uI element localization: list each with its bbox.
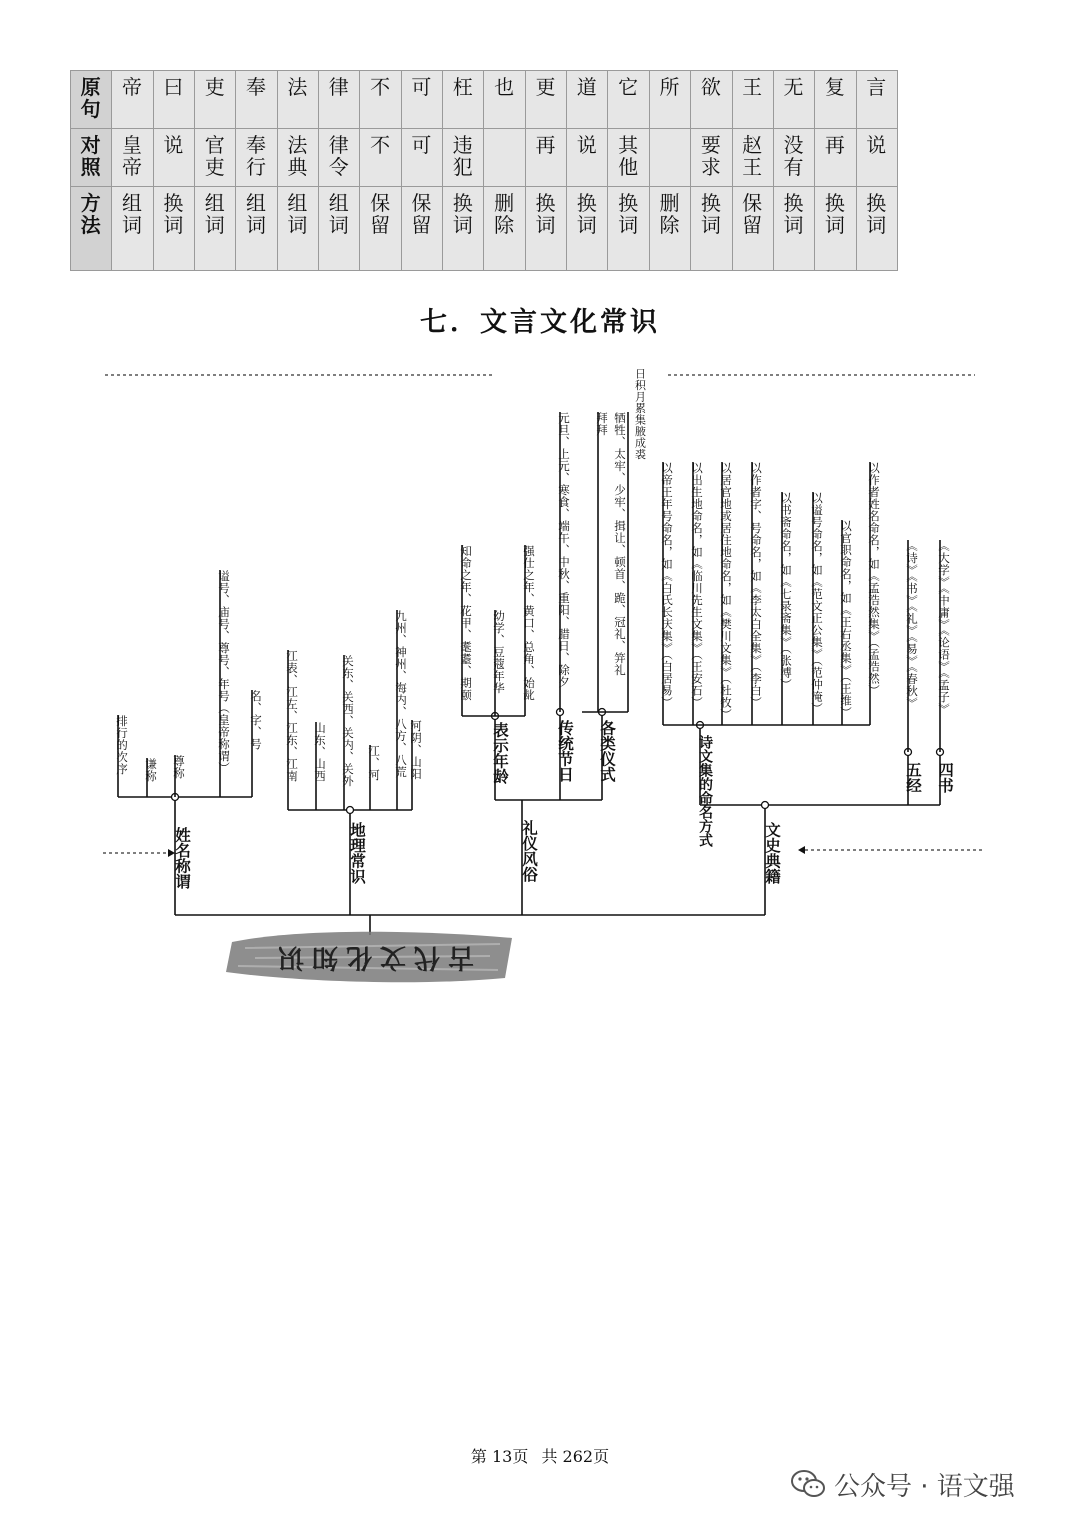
arrow-head <box>798 846 805 854</box>
table-cell: 说 <box>153 129 194 187</box>
leaf-shandong: 山东、山西 <box>313 722 327 782</box>
table-cell: 更 <box>525 71 566 129</box>
page-number: 第 13页 <box>470 1447 529 1466</box>
table-cell: 官吏 <box>195 129 236 187</box>
table-cell: 删除 <box>484 187 525 271</box>
table-cell: 道 <box>567 71 608 129</box>
leaf-naming-7: 以官职命名，如《王右丞集》（王维） <box>839 520 853 719</box>
table-cell: 言 <box>856 71 897 129</box>
leaf-festival: 元旦、上元、寒食、端午、中秋、重阳、腊日、除夕 <box>557 412 571 688</box>
table-cell: 复 <box>815 71 856 129</box>
leaf-name-style: 名、字、号 <box>249 690 263 750</box>
leaf-posthumous: 谥号、庙号、尊号、年号（皇帝称谓） <box>217 570 231 774</box>
table-cell: 换词 <box>567 187 608 271</box>
leaf-heyin: 河阴、山阳 <box>409 720 423 780</box>
leaf-age-2: 幼学、豆蔻年华 <box>492 610 506 694</box>
watermark-text: 公众号 · 语文强 <box>834 1471 1015 1502</box>
table-cell: 删除 <box>649 187 690 271</box>
section-title: 七．文言文化常识 <box>420 307 660 338</box>
leaf-bai: 拜拜 <box>595 412 609 436</box>
branch-classics: 文史典籍 <box>763 822 781 884</box>
table-cell: 所 <box>649 71 690 129</box>
table-cell: 枉 <box>443 71 484 129</box>
table-cell: 换词 <box>773 187 814 271</box>
root-banner <box>226 932 512 983</box>
table-cell: 保留 <box>401 187 442 271</box>
table-cell: 律 <box>319 71 360 129</box>
table-cell: 换词 <box>608 187 649 271</box>
leaf-honorific: 尊称 <box>172 755 186 779</box>
table-cell: 换词 <box>856 187 897 271</box>
table-cell: 帝 <box>112 71 153 129</box>
leaf-four-books: 《大学》《中庸》《论语》《孟子》 <box>937 540 951 715</box>
table-cell: 它 <box>608 71 649 129</box>
table-cell: 王 <box>732 71 773 129</box>
table-cell: 可 <box>401 71 442 129</box>
leaf-five-classics: 《诗》《书》《礼》《易》《春秋》 <box>905 540 919 709</box>
table-cell: 赵王 <box>732 129 773 187</box>
junction-dot <box>347 807 354 814</box>
table-cell: 换词 <box>691 187 732 271</box>
table-cell: 没有 <box>773 129 814 187</box>
table-cell: 也 <box>484 71 525 129</box>
leaf-age-3: 强仕之年、黄口、总角、始龀 <box>522 545 536 701</box>
sub-festival: 传统节日 <box>556 720 574 782</box>
table-cell: 要求 <box>691 129 732 187</box>
branch-name-titles: 姓名称谓 <box>173 827 191 889</box>
table-cell: 皇帝 <box>112 129 153 187</box>
table-cell: 其他 <box>608 129 649 187</box>
trunk-line <box>175 915 765 935</box>
row-header: 原句 <box>71 71 112 129</box>
table-cell: 再 <box>525 129 566 187</box>
leaf-rank-order: 排行的次序 <box>115 715 129 775</box>
leaf-sacrifice: 牺牲、太牢、少牢、揖让、顿首、跪、冠礼、笄礼 <box>613 412 627 676</box>
table-cell: 说 <box>567 129 608 187</box>
table-cell: 不 <box>360 129 401 187</box>
leaf-guandong: 关东、关西、关内、关外 <box>341 655 355 787</box>
table-cell: 再 <box>815 129 856 187</box>
table-cell: 换词 <box>153 187 194 271</box>
sub-age: 表示年龄 <box>491 722 509 784</box>
leaf-naming-2: 以出生地命名，如《临川先生文集》（王安石） <box>690 462 704 709</box>
table-cell: 换词 <box>815 187 856 271</box>
row-header: 对照 <box>71 129 112 187</box>
leaf-naming-1: 以帝王年号命名，如《白氏长庆集》（白居易） <box>660 462 674 709</box>
sub-lines <box>495 712 602 800</box>
table-cell: 换词 <box>525 187 566 271</box>
sub-four-books: 四书 <box>936 762 954 793</box>
leaf-humble: 谦称 <box>144 758 158 782</box>
table-cell: 换词 <box>443 187 484 271</box>
branch-geography: 地理常识 <box>348 822 366 884</box>
junction-dot <box>762 802 769 809</box>
table-cell: 无 <box>773 71 814 129</box>
row-header: 方法 <box>71 187 112 271</box>
root-title: 古代文化知识 <box>269 942 475 972</box>
table-cell: 不 <box>360 71 401 129</box>
leaf-naming-6: 以谥号命名，如《范文正公集》（范仲淹） <box>810 492 824 715</box>
table-cell: 组词 <box>277 187 318 271</box>
leaf-naming-4: 以作者字、号命名，如《李太白全集》（李白） <box>749 462 763 709</box>
table-cell: 曰 <box>153 71 194 129</box>
proverb-label: 日积月累集腋成裘 <box>633 368 647 460</box>
table-cell: 保留 <box>732 187 773 271</box>
wechat-icon <box>790 1469 826 1499</box>
table-cell: 奉行 <box>236 129 277 187</box>
leaf-jiuzhou: 九州、神州、海内、八方、八荒 <box>394 610 408 778</box>
table-cell: 吏 <box>195 71 236 129</box>
table-cell: 组词 <box>319 187 360 271</box>
leaf-age-1: 知命之年、花甲、耄耋、期颐 <box>459 545 473 701</box>
page-total: 共 262页 <box>541 1447 610 1466</box>
sub-five-classics: 五经 <box>904 762 922 793</box>
leaf-naming-3: 以居官地或居住地命名，如《樊川文集》（杜牧） <box>719 462 733 721</box>
table-cell: 组词 <box>236 187 277 271</box>
table-cell: 说 <box>856 129 897 187</box>
table-cell: 法典 <box>277 129 318 187</box>
leaf-naming-5: 以书斋命名，如《七录斋集》（张溥） <box>779 492 793 691</box>
table-cell: 组词 <box>112 187 153 271</box>
sub-ceremony: 各类仪式 <box>598 720 616 782</box>
table-cell: 可 <box>401 129 442 187</box>
watermark <box>790 1464 1015 1504</box>
table-cell: 法 <box>277 71 318 129</box>
table-cell: 组词 <box>195 187 236 271</box>
table-cell: 奉 <box>236 71 277 129</box>
table-cell: 保留 <box>360 187 401 271</box>
leaf-naming-8: 以作者姓名命名，如《孟浩然集》（孟浩然） <box>867 462 881 697</box>
sub-naming: 诗文集的命名方式 <box>697 735 713 847</box>
table-cell: 律令 <box>319 129 360 187</box>
branch-rites: 礼仪风俗 <box>520 820 538 882</box>
leaf-jianghe: 江、河 <box>367 745 381 781</box>
table-cell: 欲 <box>691 71 732 129</box>
leaf-jiangbiao: 江表、江左、江东、江南 <box>285 650 299 782</box>
table-cell: 违犯 <box>443 129 484 187</box>
